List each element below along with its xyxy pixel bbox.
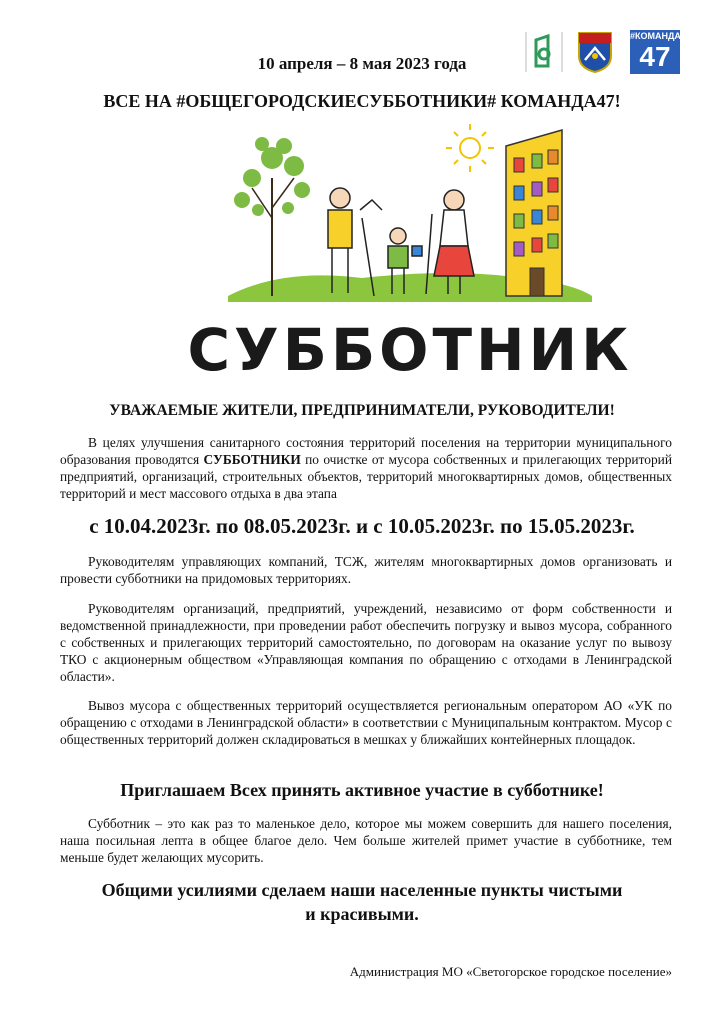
badge-hashtag: #КОМАНДА [630,31,681,41]
greeting: УВАЖАЕМЫЕ ЖИТЕЛИ, ПРЕДПРИНИМАТЕЛИ, РУКОВОДИТЕЛИ! [109,402,615,419]
paragraph-public-territories: Вывоз мусора с общественных территорий осуществляется региональным оператором АО «УК по обращению с отходами в Ленинградской области» в соответствии с Муниципальным контрактом. Мусор с общественных территорий должен складироваться в мешках у ближайших контейнерных площадок. [60,698,672,747]
sun-icon [446,124,494,172]
badge-number: 47 [639,41,671,72]
headline: ВСЕ НА #ОБЩЕГОРОДСКИЕСУББОТНИКИ# КОМАНДА47! [103,91,621,111]
coat-of-arms-icon [576,30,614,74]
intro-end: по очистке от мусора собственных и прилегающих территорий предприятий, организаций, строительных объектов, территорий многоквартирных домов, общественных территорий и мест массового отдыха в два этапа [60,452,672,501]
paragraph-subbotnik-meaning: Субботник – это как раз то маленькое дело, которое мы можем совершить для нашего поселения, наша посильная лепта в общее благое дело. Чем больше жителей примет участие в субботнике, тем меньше будет желающих мусорить. [60,816,672,865]
closing-line-2: и красивыми. [305,904,419,924]
komanda47-badge [630,30,680,74]
signature: Администрация МО «Светогорское городское поселение» [349,964,672,979]
closing-slogan [0,878,724,926]
period-dates: с 10.04.2023г. по 08.05.2023г. и с 10.05.2023г. по 15.05.2023г. [89,514,635,538]
paragraph-organizations: Руководителям организаций, предприятий, учреждений, независимо от форм собственности и ведомственной принадлежности, при проведении работ обеспечить погрузку и вывоз мусора, собранного с собственных и прилегающих территорий самостоятельно, по договорам на оказание услуг по вывозу ТКО с акционерным обществом «Управляющая компания по обращению с отходами в Ленинградской области». [60,601,672,684]
municipal-logo-icon [522,30,566,74]
logo-group [522,30,682,74]
subbotnik-illustration [187,118,633,390]
invitation: Приглашаем Всех принять активное участие в субботнике! [120,780,604,800]
paragraph-management-companies: Руководителям управляющих компаний, ТСЖ, жителям многоквартирных домов организовать и провести субботники на придомовых территориях. [60,554,672,586]
subbotnik-word: СУББОТНИК [187,316,633,384]
date-range: 10 апреля – 8 мая 2023 года [257,54,467,73]
closing-line-1: Общими усилиями сделаем наши населенные пункты чистыми [101,880,623,900]
building-icon [506,130,562,296]
intro-start: В целях улучшения санитарного состояния территорий поселения на территории муниципального образования проводятся [60,435,672,467]
intro-bold: СУББОТНИКИ [203,452,301,467]
intro-paragraph [60,434,672,502]
tree-icon [234,137,310,296]
